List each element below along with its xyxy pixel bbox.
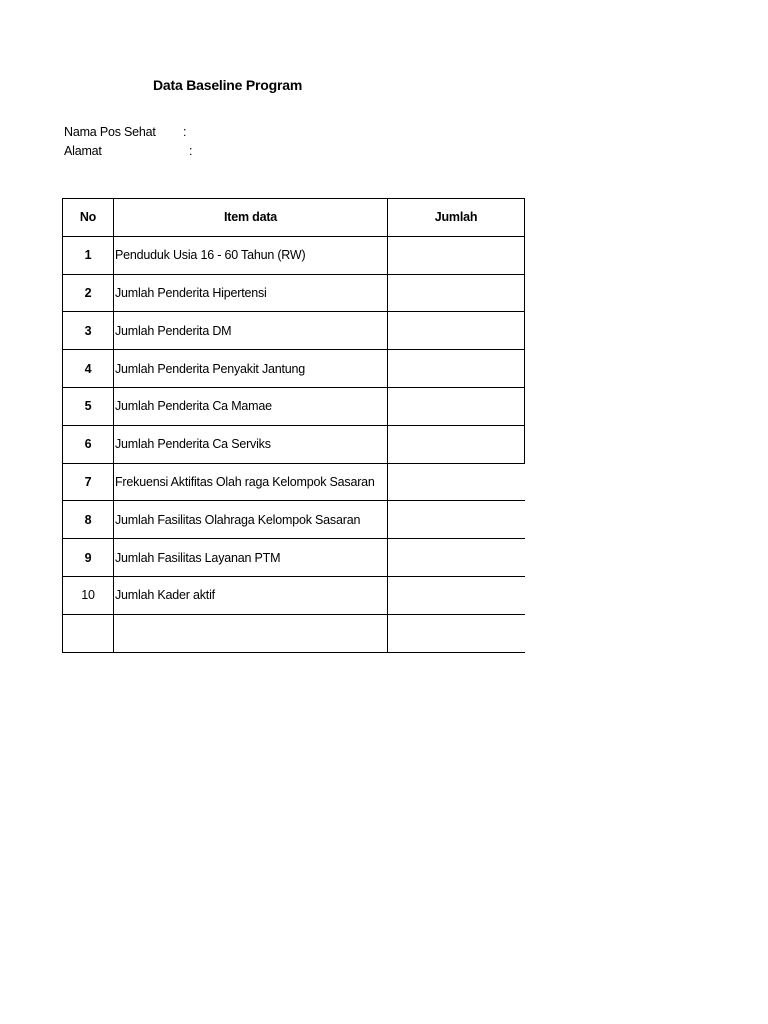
table-row bbox=[63, 387, 525, 425]
baseline-data-table bbox=[62, 198, 525, 653]
header-jumlah: Jumlah bbox=[388, 199, 525, 237]
row-jumlah bbox=[388, 501, 525, 539]
row-item: Jumlah Penderita Hipertensi bbox=[114, 274, 388, 312]
row-no: 6 bbox=[63, 425, 114, 463]
row-item: Jumlah Penderita Penyakit Jantung bbox=[114, 350, 388, 388]
row-jumlah bbox=[388, 539, 525, 577]
field-label: Nama Pos Sehat bbox=[64, 125, 156, 139]
field-separator: : bbox=[189, 144, 193, 158]
table-row bbox=[63, 576, 525, 614]
row-no: 3 bbox=[63, 312, 114, 350]
header-no: No bbox=[63, 199, 114, 237]
row-no: 7 bbox=[63, 463, 114, 501]
row-item: Jumlah Penderita Ca Serviks bbox=[114, 425, 388, 463]
row-jumlah bbox=[388, 463, 525, 501]
table-row bbox=[63, 425, 525, 463]
table-row bbox=[63, 274, 525, 312]
row-no: 2 bbox=[63, 274, 114, 312]
row-item: Jumlah Fasilitas Olahraga Kelompok Sasaran bbox=[114, 501, 388, 539]
row-no: 10 bbox=[63, 576, 114, 614]
table-row bbox=[63, 350, 525, 388]
row-jumlah bbox=[388, 387, 525, 425]
page-title: Data Baseline Program bbox=[153, 77, 303, 93]
field-separator: : bbox=[183, 125, 187, 139]
row-item: Jumlah Kader aktif bbox=[114, 576, 388, 614]
row-item: Jumlah Fasilitas Layanan PTM bbox=[114, 539, 388, 577]
row-item bbox=[114, 614, 388, 652]
table-row bbox=[63, 501, 525, 539]
row-no: 9 bbox=[63, 539, 114, 577]
row-no bbox=[63, 614, 114, 652]
row-jumlah bbox=[388, 236, 525, 274]
table-row bbox=[63, 539, 525, 577]
row-jumlah bbox=[388, 614, 525, 652]
table-row bbox=[63, 236, 525, 274]
header-item-data: Item data bbox=[114, 199, 388, 237]
row-no: 5 bbox=[63, 387, 114, 425]
row-jumlah bbox=[388, 274, 525, 312]
row-no: 1 bbox=[63, 236, 114, 274]
table-row bbox=[63, 312, 525, 350]
row-jumlah bbox=[388, 350, 525, 388]
table-header-row bbox=[63, 199, 525, 237]
row-item: Frekuensi Aktifitas Olah raga Kelompok Sasaran bbox=[114, 463, 388, 501]
row-jumlah bbox=[388, 425, 525, 463]
row-item: Penduduk Usia 16 - 60 Tahun (RW) bbox=[114, 236, 388, 274]
field-alamat bbox=[64, 144, 193, 158]
row-jumlah bbox=[388, 576, 525, 614]
row-item: Jumlah Penderita Ca Mamae bbox=[114, 387, 388, 425]
row-no: 8 bbox=[63, 501, 114, 539]
table-row bbox=[63, 463, 525, 501]
field-label: Alamat bbox=[64, 144, 102, 158]
row-item: Jumlah Penderita DM bbox=[114, 312, 388, 350]
field-nama-pos-sehat bbox=[64, 125, 187, 139]
row-jumlah bbox=[388, 312, 525, 350]
table-row bbox=[63, 614, 525, 652]
row-no: 4 bbox=[63, 350, 114, 388]
